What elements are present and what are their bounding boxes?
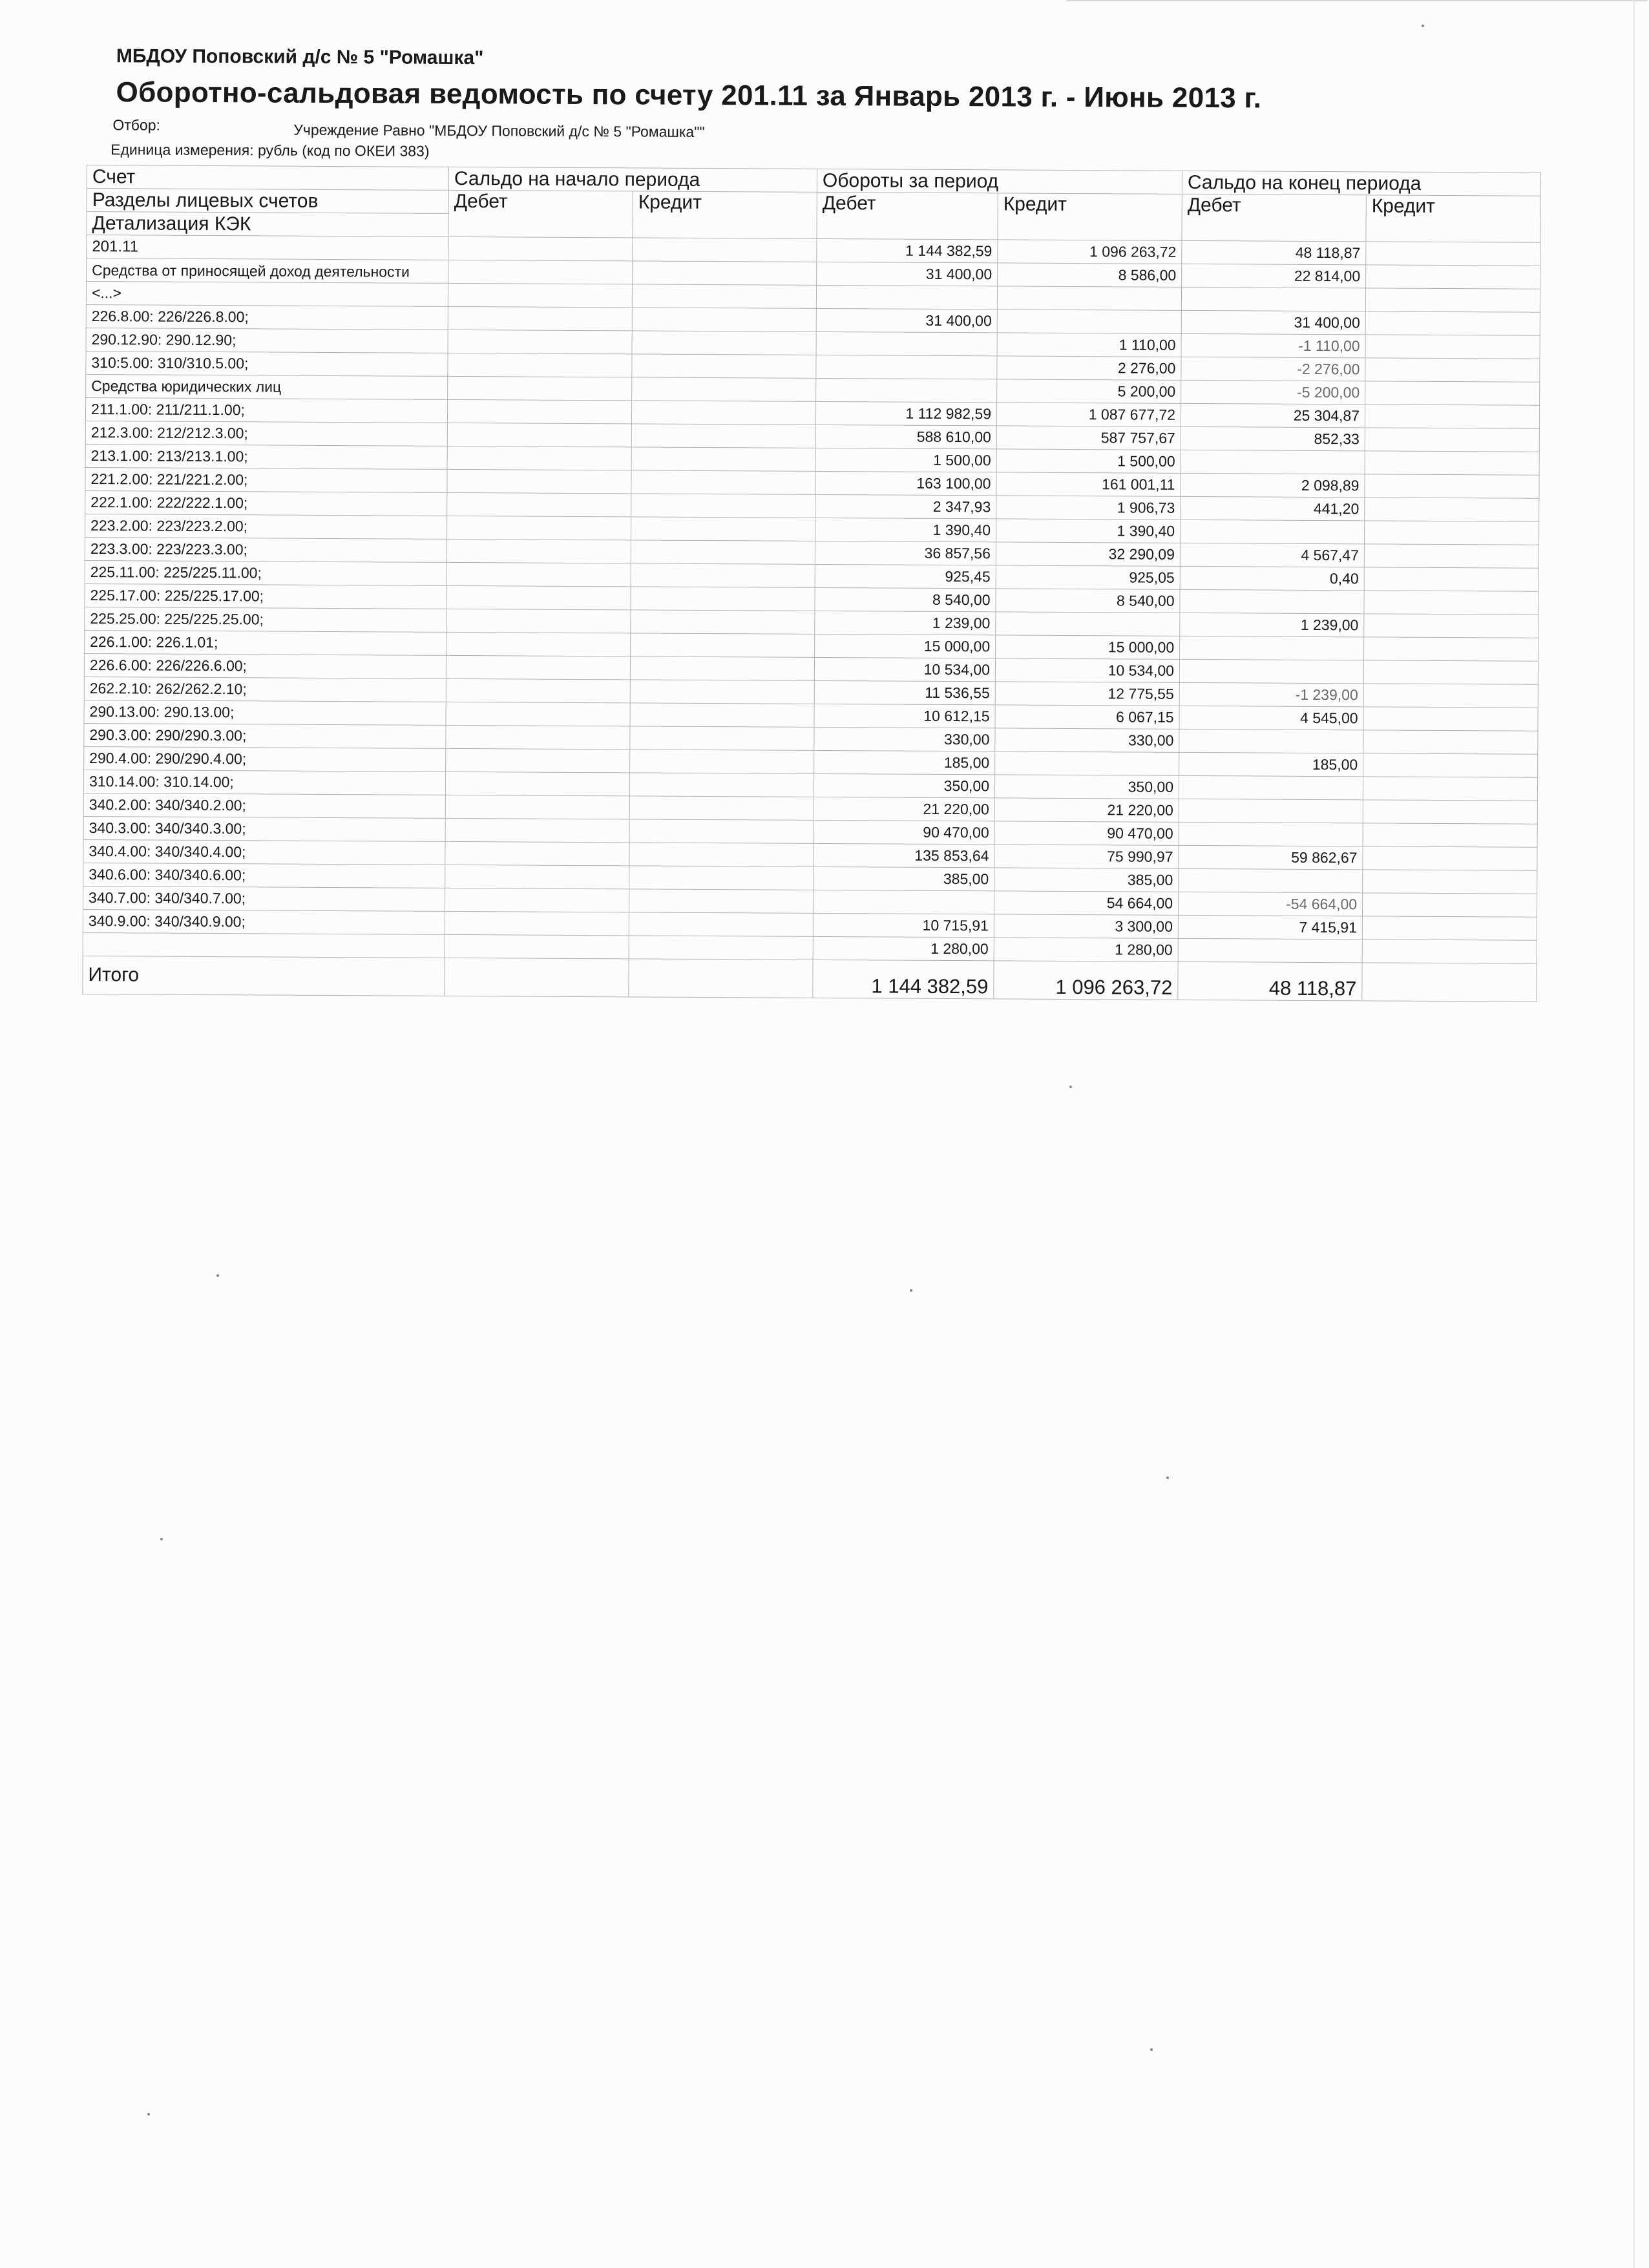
- scan-speck: [147, 2113, 150, 2116]
- turnover-debit: 330,00: [814, 727, 995, 751]
- header-detail: Детализация КЭК: [87, 211, 448, 236]
- turnover-debit: 350,00: [814, 773, 994, 797]
- header-closing-debit: Дебет: [1182, 194, 1366, 241]
- header-turnover-credit: Кредит: [998, 193, 1182, 240]
- closing-debit: 31 400,00: [1181, 310, 1365, 334]
- turnover-credit: 90 470,00: [994, 821, 1179, 845]
- closing-debit: -1 239,00: [1179, 682, 1363, 706]
- turnover-credit: 2 276,00: [997, 356, 1181, 380]
- turnover-credit: 8 586,00: [998, 263, 1182, 287]
- turnover-debit: 1 144 382,59: [817, 238, 998, 262]
- turnover-credit: 1 096 263,72: [998, 240, 1182, 264]
- header-opening-balance: Сальдо на начало периода: [448, 167, 817, 192]
- turnover-credit: 5 200,00: [997, 379, 1181, 403]
- turnover-credit: 161 001,11: [996, 472, 1181, 496]
- turnover-credit: [997, 310, 1181, 333]
- turnover-debit: 10 715,91: [813, 913, 994, 937]
- scan-speck: [216, 1274, 219, 1277]
- report-title: Оборотно-сальдовая ведомость по счету 201.11 за Январь 2013 г. - Июнь 2013 г.: [116, 76, 1262, 114]
- closing-debit: [1179, 659, 1363, 683]
- closing-debit: [1179, 775, 1363, 799]
- kek-code: 223.2.00: 223/223.2.00;: [85, 514, 447, 539]
- kek-code: 221.2.00: 221/221.2.00;: [85, 467, 447, 492]
- closing-debit: 1 239,00: [1180, 613, 1364, 636]
- scan-speck: [160, 1538, 163, 1540]
- turnover-debit: 1 390,40: [815, 518, 996, 541]
- turnover-debit: 11 536,55: [814, 680, 995, 704]
- closing-debit: 7 415,91: [1178, 915, 1362, 939]
- kek-code: 226.8.00: 226/226.8.00;: [86, 304, 448, 330]
- turnover-credit: 587 757,67: [996, 426, 1181, 450]
- kek-code: 290.3.00: 290/290.3.00;: [84, 723, 446, 748]
- kek-code: 290.13.00: 290.13.00;: [84, 700, 446, 725]
- kek-code: 226.1.00: 226.1.01;: [85, 630, 446, 655]
- closing-debit: 441,20: [1181, 496, 1365, 520]
- turnover-credit: 1 087 677,72: [996, 403, 1181, 426]
- scan-edge: [1066, 0, 1648, 1]
- scan-speck: [1422, 25, 1424, 27]
- scan-speck: [1166, 1476, 1169, 1479]
- turnover-debit: 15 000,00: [815, 634, 996, 658]
- kek-code: 310:5.00: 310/310.5.00;: [86, 351, 448, 376]
- kek-code: 340.7.00: 340/340.7.00;: [83, 886, 445, 911]
- closing-debit: 48 118,87: [1182, 240, 1366, 264]
- closing-debit: 59 862,67: [1179, 845, 1363, 869]
- turnover-credit: 1 280,00: [994, 938, 1178, 961]
- turnover-credit: 3 300,00: [994, 914, 1178, 938]
- turnover-debit: 1 239,00: [815, 611, 996, 635]
- closing-debit: 22 814,00: [1182, 264, 1366, 288]
- turnover-credit: 385,00: [994, 868, 1179, 892]
- turnover-debit: 2 347,93: [815, 494, 996, 518]
- filter-value: Учреждение Равно "МБДОУ Поповский д/с № 5 "Ромашка"": [293, 121, 705, 141]
- closing-debit: -1 110,00: [1181, 333, 1365, 357]
- header-turnover-debit: Дебет: [817, 192, 998, 239]
- kek-code: 223.3.00: 223/223.3.00;: [85, 537, 446, 562]
- kek-code: 290.4.00: 290/290.4.00;: [84, 746, 446, 772]
- group-name: Средства от приносящей доход деятельности: [87, 258, 448, 283]
- total-closing-debit: 48 118,87: [1178, 961, 1362, 1000]
- turnover-debit: 588 610,00: [815, 425, 996, 448]
- total-turnover-debit: 1 144 382,59: [813, 960, 994, 998]
- turnover-debit: [816, 355, 997, 379]
- total-label: Итого: [83, 956, 445, 996]
- kek-code: 226.6.00: 226/226.6.00;: [84, 653, 446, 678]
- organization-name: МБДОУ Поповский д/с № 5 "Ромашка": [116, 45, 484, 69]
- turnover-debit: 185,00: [814, 750, 995, 774]
- turnover-credit: 1 906,73: [996, 496, 1181, 520]
- turnover-debit: 135 853,64: [814, 843, 994, 867]
- turnover-credit: 6 067,15: [995, 705, 1179, 729]
- header-turnover: Обороты за период: [817, 169, 1182, 194]
- kek-code: 290.12.90: 290.12.90;: [86, 328, 448, 353]
- kek-code: 340.2.00: 340/340.2.00;: [83, 793, 445, 818]
- closing-debit: [1179, 729, 1363, 753]
- total-row: [83, 956, 1537, 1002]
- closing-debit: 4 567,47: [1180, 543, 1364, 567]
- turnover-credit: 1 110,00: [997, 333, 1181, 357]
- kek-code: 211.1.00: 211/211.1.00;: [85, 397, 447, 423]
- closing-debit: [1179, 868, 1363, 892]
- turnover-credit: 75 990,97: [994, 845, 1179, 868]
- total-turnover-credit: 1 096 263,72: [994, 961, 1178, 1000]
- turnover-debit: [813, 890, 994, 914]
- unit-line: Единица измерения: рубль (код по ОКЕИ 383): [110, 141, 430, 160]
- header-sections: Разделы лицевых счетов: [87, 188, 448, 213]
- kek-code: 225.11.00: 225/225.11.00;: [85, 560, 446, 585]
- scan-speck: [910, 1289, 912, 1292]
- closing-debit: [1179, 799, 1363, 823]
- turnover-debit: 21 220,00: [814, 797, 994, 821]
- kek-code: 222.1.00: 222/222.1.00;: [85, 490, 447, 516]
- closing-debit: [1180, 589, 1364, 613]
- kek-code: 340.3.00: 340/340.3.00;: [83, 816, 445, 841]
- turnover-balance-table: [82, 165, 1541, 1002]
- statement-sheet: [82, 45, 1541, 1002]
- turnover-debit: 10 612,15: [814, 704, 995, 728]
- placeholder-label: <...>: [86, 281, 448, 306]
- header-opening-credit: Кредит: [633, 191, 817, 238]
- scan-speck: [1069, 1086, 1072, 1088]
- account-code: 201.11: [87, 235, 448, 260]
- turnover-credit: 1 500,00: [996, 449, 1181, 473]
- kek-code: 213.1.00: 213/213.1.00;: [85, 444, 447, 469]
- kek-code: 310.14.00: 310.14.00;: [83, 770, 445, 795]
- turnover-debit: [816, 331, 997, 355]
- closing-debit: 4 545,00: [1179, 706, 1363, 730]
- turnover-credit: 350,00: [994, 775, 1179, 799]
- turnover-credit: [996, 612, 1180, 636]
- turnover-credit: 1 390,40: [996, 519, 1181, 543]
- header-account: Счет: [87, 165, 448, 191]
- header-closing-balance: Сальдо на конец периода: [1182, 171, 1540, 196]
- kek-code: 225.25.00: 225/225.25.00;: [85, 607, 446, 632]
- turnover-credit: [995, 751, 1179, 775]
- closing-debit: [1178, 938, 1362, 962]
- turnover-debit: 1 280,00: [813, 936, 994, 960]
- filter-line: [112, 116, 1540, 142]
- turnover-credit: 330,00: [995, 728, 1179, 752]
- turnover-debit: 31 400,00: [817, 262, 998, 286]
- turnover-debit: 1 112 982,59: [815, 401, 996, 425]
- turnover-credit: 8 540,00: [996, 589, 1180, 613]
- header-closing-credit: Кредит: [1366, 195, 1540, 242]
- kek-code: 340.6.00: 340/340.6.00;: [83, 863, 445, 888]
- closing-debit: 2 098,89: [1181, 473, 1365, 497]
- turnover-credit: 21 220,00: [994, 798, 1179, 822]
- turnover-credit: 12 775,55: [995, 682, 1179, 706]
- kek-code: 340.4.00: 340/340.4.00;: [83, 839, 445, 865]
- turnover-debit: 10 534,00: [814, 657, 995, 681]
- turnover-debit: 163 100,00: [815, 471, 996, 495]
- kek-code: 340.9.00: 340/340.9.00;: [83, 909, 445, 934]
- closing-debit: 25 304,87: [1181, 403, 1365, 427]
- turnover-debit: 1 500,00: [815, 448, 996, 472]
- kek-code: 212.3.00: 212/212.3.00;: [85, 421, 447, 446]
- closing-debit: 0,40: [1180, 566, 1364, 590]
- kek-code: 262.2.10: 262/262.2.10;: [84, 677, 446, 702]
- turnover-credit: 54 664,00: [994, 891, 1178, 915]
- turnover-debit: 8 540,00: [815, 587, 996, 611]
- closing-debit: 185,00: [1179, 752, 1363, 776]
- turnover-debit: [816, 378, 997, 402]
- turnover-debit: 36 857,56: [815, 541, 996, 565]
- closing-debit: 852,33: [1181, 426, 1365, 450]
- scan-edge: [1633, 0, 1635, 2268]
- filter-label: Отбор:: [112, 116, 161, 134]
- closing-debit: -2 276,00: [1181, 357, 1365, 381]
- turnover-credit: 10 534,00: [995, 658, 1179, 682]
- closing-debit: [1181, 520, 1365, 543]
- kek-code: 225.17.00: 225/225.17.00;: [85, 583, 446, 609]
- header-opening-debit: Дебет: [448, 190, 633, 237]
- kek-code: [83, 932, 445, 958]
- turnover-credit: 925,05: [996, 565, 1180, 589]
- turnover-debit: 385,00: [814, 866, 994, 890]
- turnover-debit: 90 470,00: [814, 820, 994, 844]
- closing-debit: -54 664,00: [1179, 892, 1363, 916]
- closing-debit: [1180, 636, 1364, 660]
- turnover-credit: 15 000,00: [996, 635, 1180, 659]
- closing-debit: [1181, 450, 1365, 474]
- turnover-credit: 32 290,09: [996, 542, 1180, 566]
- closing-debit: [1179, 822, 1363, 846]
- turnover-debit: 31 400,00: [816, 308, 997, 332]
- group-name: Средства юридических лиц: [86, 374, 448, 399]
- turnover-debit: 925,45: [815, 564, 996, 588]
- closing-debit: -5 200,00: [1181, 380, 1365, 404]
- scan-speck: [1150, 2048, 1153, 2051]
